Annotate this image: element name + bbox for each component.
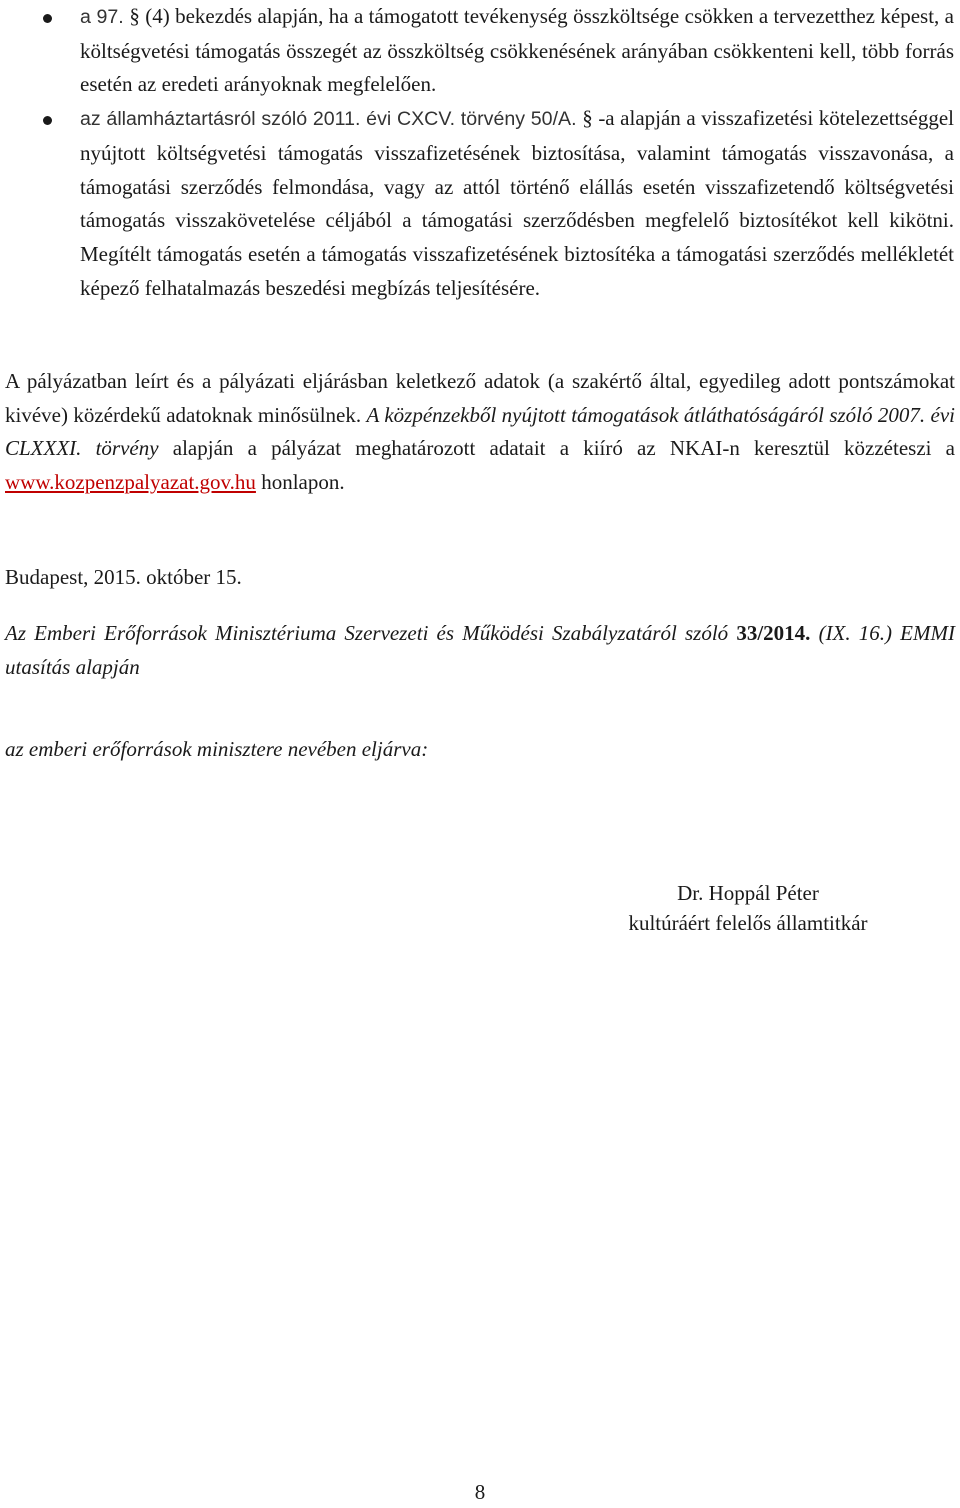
legal-basis-text: Az Emberi Erőforrások Minisztériuma Szervezeti és Működési Szabályzatáról szóló <box>5 621 737 645</box>
list-item-text: az államháztartásról szóló 2011. évi CXCV. törvény 50/A. <box>80 108 583 131</box>
paragraph-text: A pályázatban leírt és a pályázati eljárásban keletkező adatok (a szakértő által, egyedileg adott pontszámokat kivéve) közérdekű adatoknak minősülnek. <box>5 369 955 427</box>
on-behalf-line: az emberi erőforrások minisztere nevében eljárva: <box>5 737 429 761</box>
conditions-list <box>0 0 960 305</box>
list-item-text: (4) bekezdés alapján, ha a támogatott tevékenység összköltsége csökken a tervezetthez képest, a költségvetési támogatás összegét az összköltség csökkenésének arányában csökkenteni kell, több forrás esetén az eredeti arányoknak megfelelően. <box>80 4 954 97</box>
list-item-text: a 97. <box>80 6 130 28</box>
public-data-paragraph <box>5 365 955 499</box>
website-link[interactable]: www.kozpenzpalyazat.gov.hu <box>5 469 256 494</box>
list-item <box>0 102 960 305</box>
signatory-title: kultúráért felelős államtitkár <box>628 911 868 935</box>
signatory-name: Dr. Hoppál Péter <box>677 881 819 905</box>
page-number: 8 <box>474 1480 486 1504</box>
bullet-icon <box>43 116 52 125</box>
bullet-icon <box>43 14 52 23</box>
legal-basis-number: 33/2014. <box>736 621 811 645</box>
date-line: Budapest, 2015. október 15. <box>5 565 242 589</box>
law-citation: A közpénzekből nyújtott támogatások átláthatóságáról szóló 2007. évi CLXXXI. törvény <box>5 402 955 461</box>
list-item-text: -a alapján a visszafizetési kötelezettséggel nyújtott költségvetési támogatás visszafizetésének biztosítása, valamint támogatás visszavonása, a támogatási szerződés felmondása, vagy az attól történő elállás esetén visszafizetendő költségvetési támogatás visszakövetelése céljából a támogatási szerződésben megfelelő biztosítékot kell kikötni. Megítélt támogatás esetén a támogatás visszafizetésének biztosítéka a támogatási szerződés mellékletét képező felhatalmazás beszedési megbízás teljesítésére. <box>80 106 954 300</box>
section-sign-icon: § <box>129 4 140 28</box>
signature-block <box>598 878 898 938</box>
paragraph-text: alapján a pályázat meghatározott adatait a kiíró az NKAI-n keresztül közzéteszi a <box>158 436 955 461</box>
section-sign-icon: § <box>582 106 593 131</box>
paragraph-text: honlapon. <box>255 469 345 494</box>
list-item <box>0 0 960 102</box>
legal-basis <box>5 617 955 684</box>
legal-basis-text: (IX. 16.) EMMI utasítás alapján <box>5 621 955 679</box>
